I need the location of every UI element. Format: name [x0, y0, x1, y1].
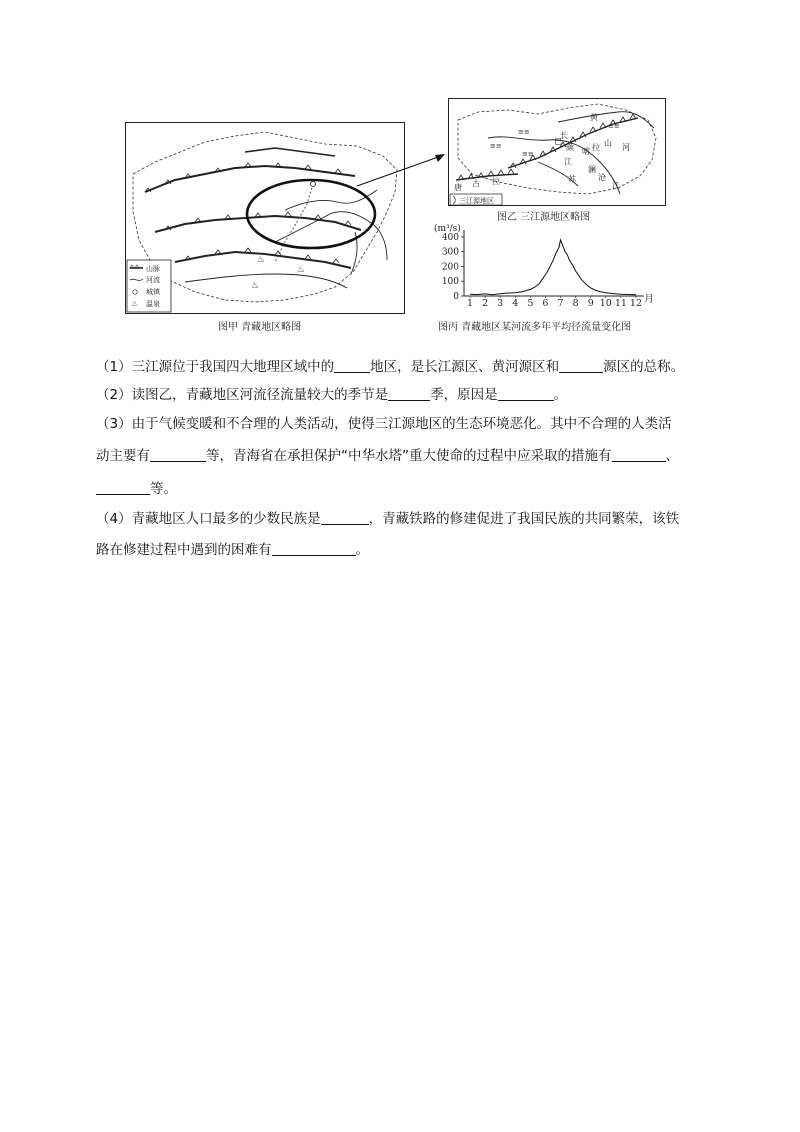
svg-text:♨: ♨ [297, 265, 306, 275]
label-jiang: 江 [564, 157, 572, 166]
q3-text-l2a: 动主要有 [96, 448, 150, 464]
label-lan: 澜 [588, 165, 596, 174]
label-chang: 长 [560, 131, 568, 140]
label-jiang2: 江 [612, 181, 620, 190]
q3-text-l1: （3）由于气候变暖和不合理的人类活动，使得三江源地区的生态环境恶化。其中不合理的人类活 [96, 416, 672, 432]
x-tick-label-9: 9 [587, 298, 594, 309]
q2-text-b: 季，原因是 [430, 387, 498, 403]
runoff-chart [430, 218, 662, 314]
x-tick-label-1: 1 [467, 298, 474, 309]
x-tick-label-4: 4 [512, 298, 519, 309]
svg-text:≡≡: ≡≡ [608, 122, 620, 130]
q3-text-l2c: 、 [665, 448, 679, 464]
x-tick-label-7: 7 [557, 298, 564, 309]
q4-blank-2[interactable] [272, 541, 356, 556]
q2-blank-1[interactable] [388, 386, 430, 401]
map-b-caption: 图乙 三江源地区略图 [497, 212, 591, 223]
question-2 [96, 386, 706, 404]
q4-text-l2b: 。 [355, 542, 369, 558]
label-shan: 山 [604, 139, 612, 148]
label-la2: 拉 [492, 177, 500, 186]
map-a-caption: 图甲 青藏地区略图 [218, 322, 302, 333]
y-tick-label-0: 0 [453, 292, 459, 302]
label-ba: 巴 [554, 137, 562, 146]
x-tick-label-11: 11 [614, 298, 627, 309]
x-tick-label-8: 8 [572, 298, 579, 309]
question-3-line-2 [96, 447, 706, 465]
label-cang: 沧 [598, 173, 606, 182]
x-tick-label-12: 12 [629, 298, 643, 309]
legend-hotspring-label: 温泉 [146, 300, 160, 308]
question-3-line-3 [96, 480, 706, 498]
x-tick-label-3: 3 [497, 298, 504, 309]
legend-river-label: 河流 [146, 276, 160, 284]
label-tang: 唐 [454, 183, 462, 192]
pointer-arrow [355, 150, 450, 190]
label-he: 河 [622, 143, 630, 152]
q3-text-l2b: 等，青海省在承担保护“中华水塔”重大使命的过程中应采取的措施有 [206, 448, 612, 464]
question-1 [96, 358, 706, 376]
q4-blank-1[interactable] [321, 510, 369, 525]
label-su: 苏 [568, 175, 576, 184]
q1-text-b: 地区，是长江源区、黄河源区和 [370, 359, 560, 375]
q3-blank-3[interactable] [96, 480, 150, 495]
map-sanjiangyuan [448, 98, 666, 206]
legend-town-label: 城镇 [146, 288, 160, 296]
q4-text-l1b: ，青藏铁路的修建促进了我国民族的共同繁荣，该铁 [368, 511, 680, 527]
q3-blank-1[interactable] [150, 447, 206, 462]
label-yan: 颜 [566, 143, 574, 152]
chart-caption: 图丙 青藏地区某河流多年平均径流量变化图 [438, 322, 632, 333]
svg-text:♨: ♨ [257, 255, 266, 265]
q3-blank-2[interactable] [612, 447, 666, 462]
map-b-legend: 三江源地区 [459, 197, 494, 205]
runoff-series-line [470, 240, 636, 295]
q4-text-l1a: （4）青藏地区人口最多的少数民族是 [96, 511, 321, 527]
q1-blank-1[interactable] [334, 358, 370, 373]
label-huang: 黄 [590, 113, 598, 122]
q1-text-c: 源区的总称。 [603, 359, 685, 375]
svg-text:≡≡: ≡≡ [518, 128, 530, 136]
q1-text-a: （1）三江源位于我国四大地理区域中的 [96, 359, 335, 375]
svg-text:♨: ♨ [131, 299, 139, 308]
svg-text:≡≡: ≡≡ [522, 150, 534, 158]
svg-text:♨: ♨ [251, 281, 260, 291]
label-la: 拉 [592, 143, 600, 152]
y-tick-label-400: 400 [441, 232, 459, 243]
question-4-line-2 [96, 541, 706, 559]
label-gu: 古 [472, 179, 480, 188]
q2-text-a: （2）读图乙，青藏地区河流径流量较大的季节是 [96, 387, 389, 403]
legend-mountain-label: 山脉 [146, 265, 160, 273]
q2-text-c: 。 [553, 387, 568, 403]
y-tick-label-100: 100 [441, 277, 459, 288]
chart-ylabel: (m³/s) [434, 224, 461, 234]
label-ka: 喀 [582, 147, 590, 156]
svg-text:≡≡: ≡≡ [490, 142, 502, 150]
q2-blank-2[interactable] [498, 386, 554, 401]
x-tick-label-5: 5 [527, 298, 534, 309]
chart-xlabel: 月 [644, 294, 654, 305]
q4-text-l2a: 路在修建过程中遇到的困难有 [96, 542, 272, 558]
q1-blank-2[interactable] [559, 358, 603, 373]
x-tick-label-10: 10 [599, 298, 612, 309]
y-tick-label-200: 200 [441, 262, 459, 273]
question-3-line-1 [96, 415, 706, 433]
x-tick-label-6: 6 [542, 298, 549, 309]
y-tick-label-300: 300 [441, 247, 459, 258]
q3-text-l3: 等。 [150, 481, 177, 497]
x-tick-label-2: 2 [482, 298, 489, 309]
question-4-line-1 [96, 510, 706, 528]
